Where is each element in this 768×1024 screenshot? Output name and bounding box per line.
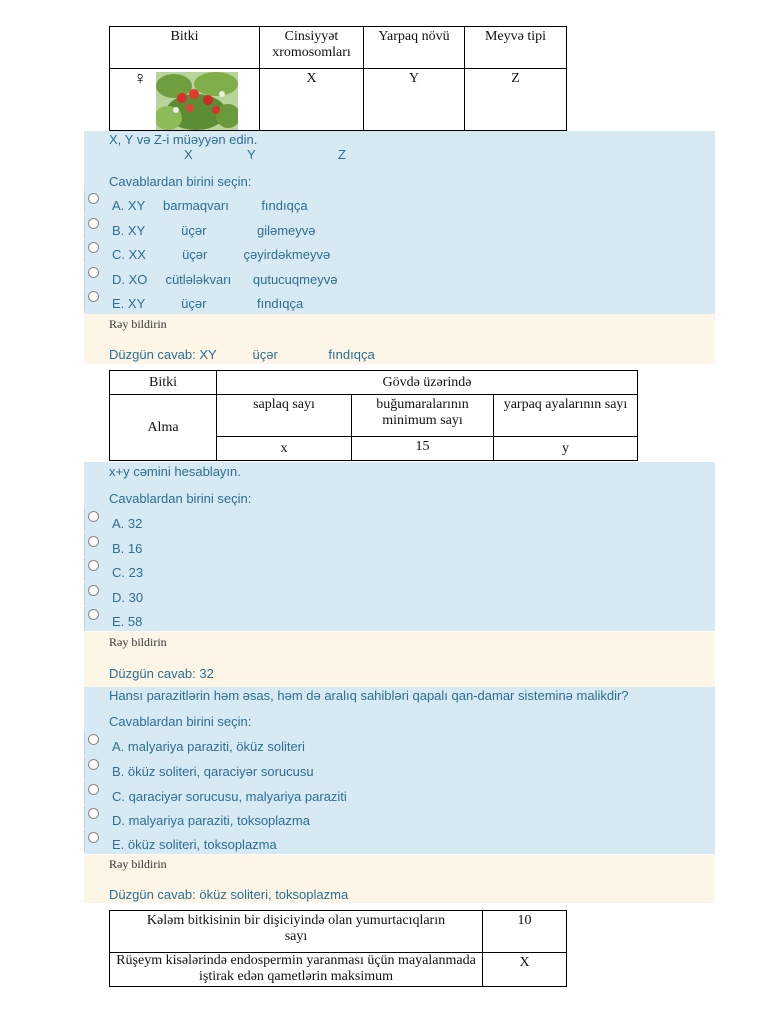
correct-answer-3: Düzgün cavab: öküz soliteri, toksoplazma [109, 887, 349, 902]
q2-option-b[interactable]: B. 16 [112, 541, 143, 556]
header-leaf-type: Yarpaq növü [364, 27, 465, 69]
question-1-prompt: Cavablardan birini seçin: [109, 174, 252, 189]
feedback-link-1[interactable]: Rəy bildirin [109, 317, 167, 331]
q2-option-c-radio[interactable] [88, 560, 99, 571]
sub-label-z: Z [338, 147, 346, 162]
subheader-petiole: saplaq sayı [217, 395, 352, 437]
plant-table-1 [109, 26, 567, 131]
gametes-value: X [483, 953, 567, 987]
strawberry-plant-image [156, 72, 238, 130]
q1-option-b-radio[interactable] [88, 218, 99, 229]
gametes-label: Rüşeym kisələrində endospermin yaranması üçün mayalanmada iştirak edən qametlərin maksimum [110, 953, 483, 987]
subheader-internodes: buğumaralarının minimum sayı [352, 395, 494, 437]
q2-option-a-radio[interactable] [88, 511, 99, 522]
question-2-text: x+y cəmini hesablayın. [109, 464, 241, 479]
question-2-prompt: Cavablardan birini seçin: [109, 491, 252, 506]
feedback-link-3[interactable]: Rəy bildirin [109, 857, 167, 871]
q3-option-c-radio[interactable] [88, 784, 99, 795]
sub-label-y: Y [247, 147, 256, 162]
correct-answer-1: Düzgün cavab: XY üçər fındıqça [109, 347, 375, 362]
header-fruit-type: Meyvə tipi [465, 27, 567, 69]
q2-option-a[interactable]: A. 32 [112, 516, 143, 531]
ovule-count-value: 10 [483, 911, 567, 953]
cell-x: X [260, 69, 364, 131]
plant-table-2 [109, 370, 638, 461]
q2-option-c[interactable]: C. 23 [112, 565, 144, 580]
row-label-alma: Alma [110, 395, 217, 461]
q3-option-b[interactable]: B. öküz soliteri, qaraciyər sorucusu [112, 764, 314, 779]
value-x: x [217, 437, 352, 461]
q2-option-d-radio[interactable] [88, 585, 99, 596]
q1-option-a-radio[interactable] [88, 193, 99, 204]
q3-option-e-radio[interactable] [88, 832, 99, 843]
q3-option-e[interactable]: E. öküz soliteri, toksoplazma [112, 837, 277, 852]
q3-option-d[interactable]: D. malyariya paraziti, toksoplazma [112, 813, 310, 828]
header-group: Gövdə üzərində [217, 371, 638, 395]
female-symbol: ♀ [133, 68, 147, 88]
feedback-link-2[interactable]: Rəy bildirin [109, 635, 167, 649]
ovule-count-label: Kələm bitkisinin bir dişiciyində olan yumurtacıqların sayı [110, 911, 483, 953]
q2-option-d[interactable]: D. 30 [112, 590, 144, 605]
q3-option-a-radio[interactable] [88, 734, 99, 745]
q3-option-b-radio[interactable] [88, 759, 99, 770]
q1-option-a[interactable]: A. XY barmaqvarı fındıqça [112, 198, 308, 213]
q2-option-e[interactable]: E. 58 [112, 614, 143, 629]
header-bitki-2: Bitki [110, 371, 217, 395]
q1-option-e[interactable]: E. XY üçər fındıqça [112, 296, 304, 311]
q3-option-c[interactable]: C. qaraciyər sorucusu, malyariya paraziti [112, 789, 347, 804]
q3-option-d-radio[interactable] [88, 808, 99, 819]
q1-option-d-radio[interactable] [88, 267, 99, 278]
q1-option-d[interactable]: D. XO cütləlәkvarı qutucuqmeyvə [112, 272, 338, 287]
q1-option-e-radio[interactable] [88, 291, 99, 302]
cell-y: Y [364, 69, 465, 131]
sub-label-x: X [184, 147, 193, 162]
question-2-panel [84, 462, 715, 631]
q2-option-b-radio[interactable] [88, 536, 99, 547]
plant-table-4 [109, 910, 567, 987]
question-1-text: X, Y və Z-i müəyyən edin. [109, 132, 258, 147]
question-3-text: Hansı parazitlərin həm əsas, həm də aralıq sahibləri qapalı qan-damar sisteminə malikdir? [109, 688, 629, 703]
header-bitki: Bitki [110, 27, 260, 69]
subheader-leaf-blades: yarpaq ayalarının sayı [494, 395, 638, 437]
value-y: y [494, 437, 638, 461]
q1-option-b[interactable]: B. XY üçər giləmeyvə [112, 223, 316, 238]
plant-cell [110, 69, 260, 131]
q1-option-c-radio[interactable] [88, 242, 99, 253]
question-3-prompt: Cavablardan birini seçin: [109, 714, 252, 729]
value-15: 15 [352, 437, 494, 461]
correct-answer-2: Düzgün cavab: 32 [109, 666, 214, 681]
cell-z: Z [465, 69, 567, 131]
header-chromosomes: Cinsiyyət xromosomları [260, 27, 364, 69]
q3-option-a[interactable]: A. malyariya paraziti, öküz soliteri [112, 739, 305, 754]
q1-option-c[interactable]: C. XX üçər çəyirdəkmeyvə [112, 247, 331, 262]
q2-option-e-radio[interactable] [88, 609, 99, 620]
